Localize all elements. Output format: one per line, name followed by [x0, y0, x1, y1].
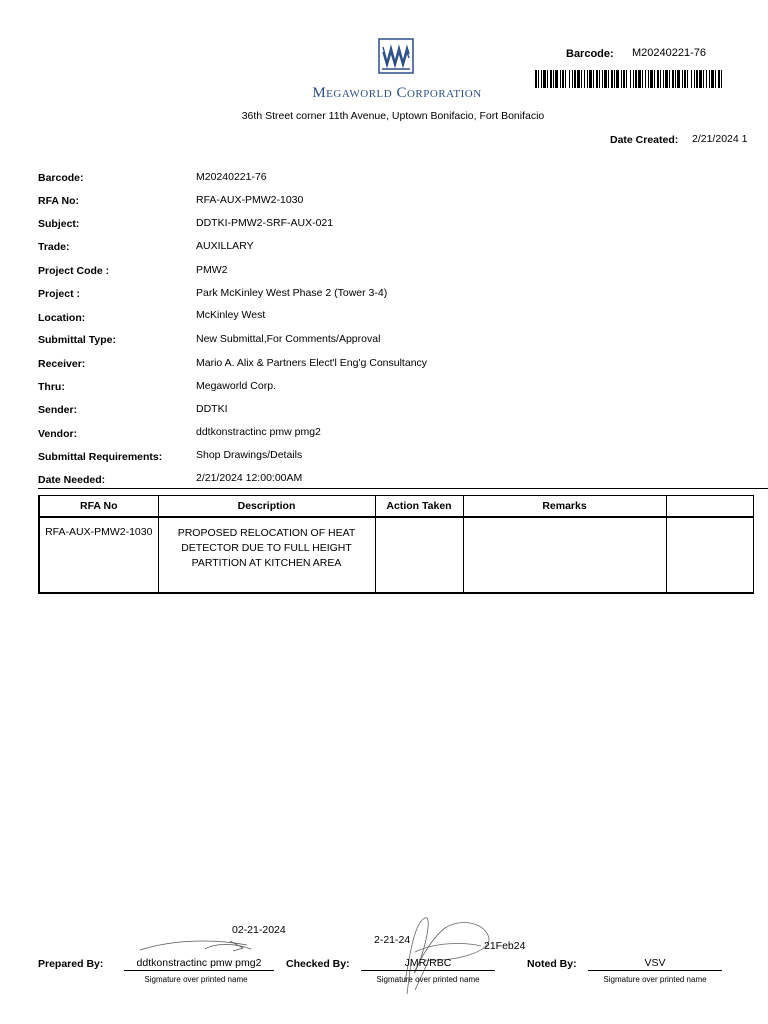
checked-by-date: 2-21-24	[374, 934, 411, 946]
field-label-thru: Thru:	[38, 381, 65, 393]
section-divider	[38, 488, 768, 489]
table-row	[39, 517, 753, 593]
field-label-date-needed: Date Needed:	[38, 474, 106, 486]
header-barcode-value: M20240221-76	[632, 47, 707, 59]
field-label-vendor: Vendor:	[38, 428, 78, 440]
cell-description: PROPOSED RELOCATION OF HEAT DETECTOR DUE TO FULL HEIGHT PARTITION AT KITCHEN AREA	[158, 517, 375, 593]
field-value-rfa-no: RFA-AUX-PMW2-1030	[196, 194, 304, 206]
field-value-thru: Megaworld Corp.	[196, 380, 276, 392]
prepared-by-line	[124, 970, 274, 971]
field-value-trade: AUXILLARY	[196, 240, 254, 252]
cell-rfa-no: RFA-AUX-PMW2-1030	[39, 517, 158, 593]
megaworld-logo-icon	[378, 38, 414, 74]
barcode-graphic	[535, 70, 723, 88]
field-label-trade: Trade:	[38, 241, 70, 253]
field-value-sender: DDTKI	[196, 403, 228, 415]
prepared-by-name: ddtkonstractinc pmw pmg2	[136, 957, 262, 969]
field-label-submittal-type: Submittal Type:	[38, 334, 116, 346]
field-value-project-code: PMW2	[196, 264, 228, 276]
field-label-receiver: Receiver:	[38, 358, 86, 370]
company-address: 36th Street corner 11th Avenue, Uptown Bonifacio, Fort Bonifacio	[241, 110, 545, 122]
cell-action-taken	[375, 517, 463, 593]
field-label-project-code: Project Code :	[38, 265, 110, 277]
field-value-receiver: Mario A. Alix & Partners Elect'l Eng'g Consultancy	[196, 357, 428, 369]
table-header-row	[39, 496, 753, 518]
noted-by-name: VSV	[644, 957, 666, 969]
field-value-subject: DDTKI-PMW2-SRF-AUX-021	[196, 217, 334, 229]
field-value-submittal-type: New Submittal,For Comments/Approval	[196, 333, 381, 345]
column-header-blank	[666, 496, 753, 518]
field-label-barcode: Barcode:	[38, 172, 84, 184]
cell-extra	[666, 517, 753, 593]
field-label-rfa-no: RFA No:	[38, 195, 80, 207]
prepared-by-signature	[135, 937, 255, 955]
checked-by-caption: Sigmature over printed name	[376, 975, 480, 984]
checked-by-date-2: 21Feb24	[484, 940, 526, 952]
cell-remarks	[463, 517, 666, 593]
field-label-location: Location:	[38, 312, 86, 324]
field-value-date-needed: 2/21/2024 12:00:00AM	[196, 472, 303, 484]
checked-by-name: JMR/RBC	[404, 957, 452, 969]
field-label-submittal-requirements: Submittal Requirements:	[38, 451, 163, 463]
field-value-vendor: ddtkonstractinc pmw pmg2	[196, 426, 321, 438]
field-label-subject: Subject:	[38, 218, 80, 230]
company-name: Megaworld Corporation	[312, 85, 482, 101]
header-barcode-label: Barcode:	[566, 48, 614, 60]
checked-by-label: Checked By:	[286, 958, 350, 970]
field-value-project: Park McKinley West Phase 2 (Tower 3-4)	[196, 287, 388, 299]
field-value-location: McKinley West	[196, 309, 266, 321]
prepared-by-caption: Sigmature over printed name	[144, 975, 248, 984]
column-header-rfa-no: RFA No	[39, 496, 158, 518]
noted-by-caption: Sigmature over printed name	[603, 975, 707, 984]
date-created-value: 2/21/2024 1	[692, 133, 748, 145]
column-header-action-taken: Action Taken	[375, 496, 463, 518]
rfa-items-table	[38, 495, 754, 594]
field-value-barcode: M20240221-76	[196, 171, 267, 183]
noted-by-line	[588, 970, 722, 971]
noted-by-label: Noted By:	[527, 958, 577, 970]
prepared-by-label: Prepared By:	[38, 958, 104, 970]
field-value-submittal-requirements: Shop Drawings/Details	[196, 449, 303, 461]
date-created-label: Date Created:	[610, 134, 679, 146]
column-header-description: Description	[158, 496, 375, 518]
column-header-remarks: Remarks	[463, 496, 666, 518]
checked-by-line	[361, 970, 495, 971]
prepared-by-date: 02-21-2024	[232, 924, 286, 936]
field-label-sender: Sender:	[38, 404, 78, 416]
field-label-project: Project :	[38, 288, 81, 300]
